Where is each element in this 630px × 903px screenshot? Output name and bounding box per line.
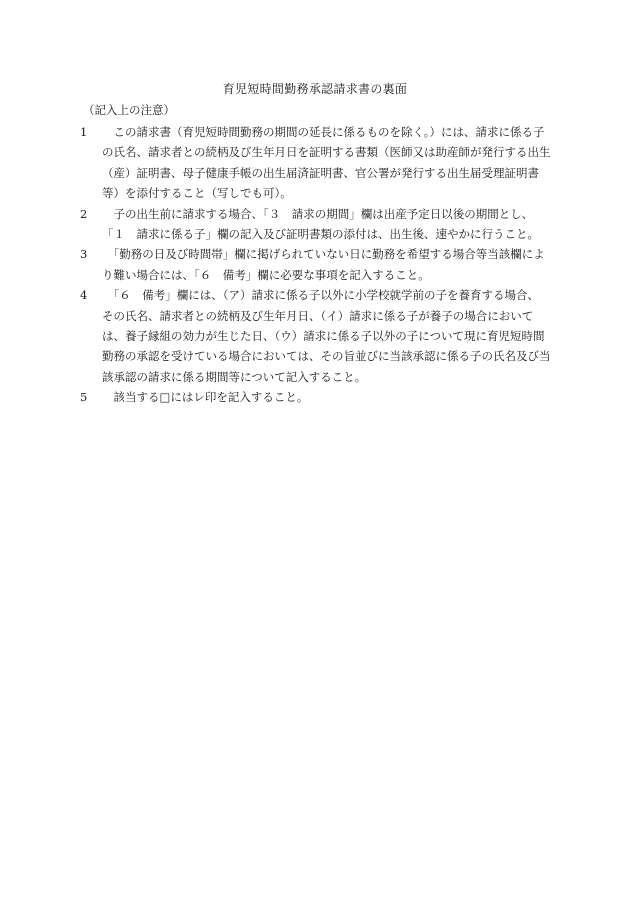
note-item-5 xyxy=(80,387,560,407)
note-text xyxy=(102,387,560,407)
note-line: 該当する□にはレ印を記入すること。 xyxy=(102,390,309,405)
note-item-2 xyxy=(80,204,560,245)
note-line: この請求書（育児短時間勤務の期間の延長に係るものを除く。）には、請求に係る子 xyxy=(102,125,545,139)
note-text xyxy=(102,285,560,387)
note-line: その氏名、請求者との続柄及び生年月日、（イ）請求に係る子が養子の場合において xyxy=(102,308,534,323)
note-text xyxy=(102,244,560,285)
note-number: 4 xyxy=(80,288,88,303)
note-line: の氏名、請求者との続柄及び生年月日を証明する書類（医師又は助産師が発行する出生 xyxy=(102,145,551,160)
note-line: 該承認の請求に係る期間等について記入すること。 xyxy=(102,369,367,384)
note-number: 1 xyxy=(80,125,88,139)
note-line: は、養子縁組の効力が生じた日、（ウ）請求に係る子以外の子について現に育児短時間 xyxy=(102,329,545,344)
note-line: 「１ 請求に係る子」欄の記入及び証明書類の添付は、出生後、速やかに行うこと。 xyxy=(102,227,539,242)
note-line: り難い場合には、「６ 備考」欄に必要な事項を記入すること。 xyxy=(102,267,430,282)
note-text xyxy=(102,122,560,204)
note-number: 2 xyxy=(80,206,88,221)
note-item-3 xyxy=(80,244,560,285)
note-number: 5 xyxy=(80,390,88,405)
note-line: 等）を添付すること（写しでも可）。 xyxy=(102,186,292,201)
note-item-1 xyxy=(80,122,560,204)
note-line: （産）証明書、母子健康手帳の出生届済証明書、官公署が発行する出生届受理証明書 xyxy=(102,165,539,180)
note-line: 勤務の承認を受けている場合においては、その旨並びに当該承認に係る子の氏名及び当 xyxy=(102,349,551,364)
note-line: 「６ 備考」欄には、（ア）請求に係る子以外に小学校就学前の子を養育する場合、 xyxy=(102,288,539,303)
note-line: 子の出生前に請求する場合、「３ 請求の期間」欄は出産予定日以後の期間とし、 xyxy=(102,206,534,221)
note-item-4 xyxy=(80,285,560,387)
note-line: 「勤務の日及び時間帯」欄に掲げられていない日に勤務を希望する場合等当該欄によ xyxy=(102,247,545,262)
note-number: 3 xyxy=(80,247,88,262)
notes-list xyxy=(80,122,560,408)
notes-header: （記入上の注意） xyxy=(83,103,175,117)
document-title: 育児短時間勤務承認請求書の裏面 xyxy=(222,82,408,96)
note-text xyxy=(102,204,560,245)
